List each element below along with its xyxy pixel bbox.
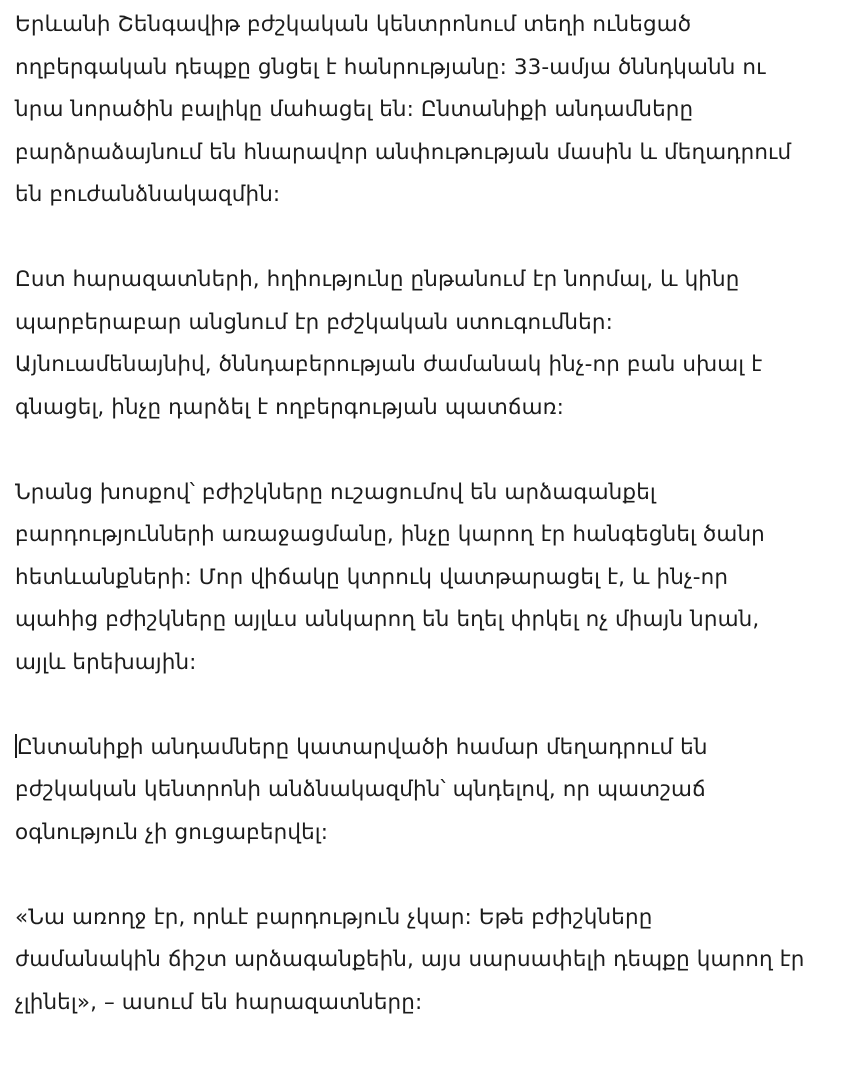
text-line: նրա նորածին բալիկը մահացել են: Ընտանիքի անդամները xyxy=(15,97,694,122)
text-line: Ընտանիքի անդամները կատարվածի համար մեղադրում են xyxy=(17,734,708,760)
text-line: են բուժանձնակազմին: xyxy=(15,182,281,207)
text-line: ողբերգական դեպքը ցնցել է հանրությանը: 33-ամյա ծննդկանն ու xyxy=(15,54,766,80)
text-line: օգնություն չի ցուցաբերվել: xyxy=(15,819,329,845)
text-line: պարբերաբար անցնում էր բժշկական ստուգումներ: xyxy=(15,309,613,335)
text-line: Նրանց խոսքով՝ բժիշկները ուշացումով են արձագանքել xyxy=(15,479,656,505)
paragraph-2 xyxy=(15,259,845,429)
article-body xyxy=(15,4,845,1067)
text-line: Այնուամենայնիվ, ծննդաբերության ժամանակ ինչ-որ բան սխալ է xyxy=(15,352,763,377)
text-line: չլինել», – ասում են հարազատները: xyxy=(15,989,423,1015)
text-line: բարդությունների առաջացմանը, ինչը կարող էր հանգեցնել ծանր xyxy=(15,522,765,547)
text-line: ժամանակին ճիշտ արձագանքեին, այս սարսափելի դեպքը կարող էր xyxy=(15,947,805,972)
text-line: «Նա առողջ էր, որևէ բարդություն չկար: Եթե բժիշկները xyxy=(15,904,653,930)
text-line: բժշկական կենտրոնի անձնակազմին՝ պնդելով, որ պատշաճ xyxy=(15,777,706,802)
text-line: պահից բժիշկները այլևս անկարող են եղել փրկել ոչ միայն նրան, xyxy=(15,607,760,632)
text-line-with-cursor[interactable] xyxy=(15,727,845,770)
text-line: Ըստ հարազատների, հղիությունը ընթանում էր նորմալ, և կինը xyxy=(15,267,740,292)
text-line: այլև երեխային: xyxy=(15,649,197,675)
paragraph-3 xyxy=(15,472,845,685)
text-line: գնացել, ինչը դարձել է ողբերգության պատճառ: xyxy=(15,394,564,420)
paragraph-5-quote xyxy=(15,897,845,1025)
text-line: հետևանքների: Մոր վիճակը կտրուկ վատթարացել է, և ինչ-որ xyxy=(15,564,729,590)
paragraph-4[interactable] xyxy=(15,727,845,855)
paragraph-1 xyxy=(15,4,845,217)
text-line: Երևանի Շենգավիթ բժշկական կենտրոնում տեղի ունեցած xyxy=(15,12,692,37)
text-line: բարձրաձայնում են հնարավոր անփութության մասին և մեղադրում xyxy=(15,139,792,165)
